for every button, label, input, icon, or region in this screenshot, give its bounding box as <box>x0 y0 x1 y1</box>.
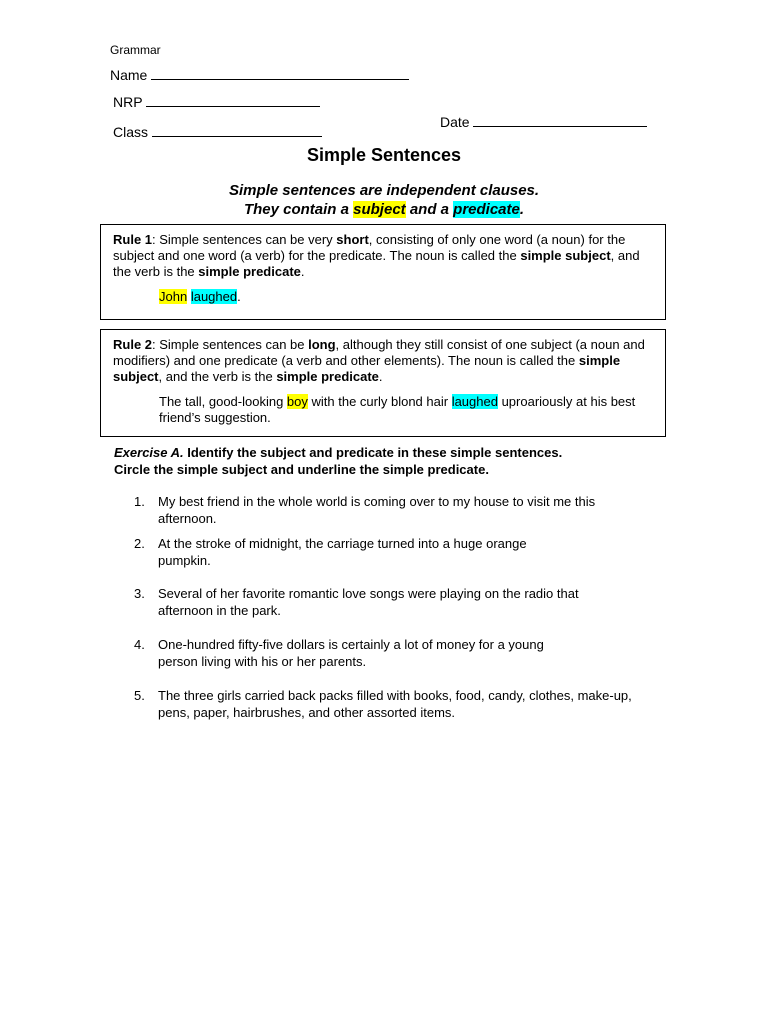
rule-2-example <box>159 394 653 426</box>
class-label: Class <box>113 124 149 140</box>
rule-2-t4: . <box>378 369 383 384</box>
item-number: 5. <box>134 688 145 703</box>
item-text: The three girls carried back packs filled with books, food, candy, clothes, make-up, pens, paper, hairbrushes, and other assorted items. <box>158 688 632 720</box>
list-item <box>134 636 654 670</box>
rule-1-t3: , and the verb is the <box>113 248 640 279</box>
rule-2-b3: simple predicate <box>276 369 379 384</box>
rule-1-t2: , consisting of only one word (a noun) for the subject and one word (a verb) for the predicate. The noun is called the <box>113 232 626 263</box>
item-number: 2. <box>134 536 145 551</box>
date-label: Date <box>440 114 470 130</box>
subject-label: Grammar <box>110 43 161 57</box>
rule-2-label: Rule 2 <box>113 337 153 352</box>
rule-2-b2: simple subject <box>113 353 621 384</box>
name-field[interactable] <box>110 65 409 83</box>
item-text: My best friend in the whole world is coming over to my house to visit me this afternoon. <box>158 494 596 526</box>
nrp-label: NRP <box>113 94 143 110</box>
rule-1-b1: short <box>336 232 369 247</box>
item-number: 3. <box>134 586 145 601</box>
exercise-instruction-1: Identify the subject and predicate in these simple sentences. <box>183 445 563 460</box>
item-number: 4. <box>134 637 145 652</box>
rule-1-example-subject: John <box>159 289 188 304</box>
rule-1-example <box>159 289 653 305</box>
date-line[interactable] <box>473 112 647 127</box>
nrp-field[interactable] <box>113 92 320 110</box>
rule-2-t2: , although they still consist of one subject (a noun and modifiers) and one predicate (a verb and other elements). The noun is called the <box>113 337 645 368</box>
rule-1-example-end: . <box>237 289 241 304</box>
rule-1-b2: simple subject <box>520 248 611 263</box>
exercise-label: Exercise A. <box>114 445 184 460</box>
class-field[interactable] <box>113 122 322 140</box>
rule-1-example-predicate: laughed <box>190 289 238 304</box>
exercise-instruction-2: Circle the simple subject and underline the simple predicate. <box>114 462 489 477</box>
rule-2-example-pre: The tall, good-looking <box>159 394 287 409</box>
rule-2-t3: , and the verb is the <box>158 369 277 384</box>
list-item <box>134 535 654 569</box>
list-item <box>134 585 654 619</box>
list-item <box>134 493 654 527</box>
rule-2-box <box>100 329 666 437</box>
name-line[interactable] <box>151 65 409 80</box>
predicate-highlight: predicate <box>453 201 520 218</box>
rule-2-example-end: uproariously at his best friend’s suggestion. <box>159 394 636 425</box>
nrp-line[interactable] <box>146 92 320 107</box>
item-text: One-hundred fifty-five dollars is certainly a lot of money for a young person living with his or her parents. <box>158 637 544 669</box>
intro-text-pre: They contain a <box>243 201 354 218</box>
intro-text-end: . <box>519 201 525 218</box>
intro-line-1: Simple sentences are independent clauses. <box>228 182 540 199</box>
item-text: At the stroke of midnight, the carriage turned into a huge orange pumpkin. <box>158 536 527 568</box>
rule-2-text <box>113 337 653 385</box>
page-title: Simple Sentences <box>306 145 462 165</box>
list-item <box>134 687 654 721</box>
exercise-heading <box>114 444 654 478</box>
rule-2-t1: : Simple sentences can be <box>152 337 309 352</box>
rule-1-box <box>100 224 666 320</box>
subject-highlight: subject <box>353 201 406 218</box>
rule-1-t4: . <box>300 264 305 279</box>
rule-1-label: Rule 1 <box>113 232 153 247</box>
item-text: Several of her favorite romantic love songs were playing on the radio that afternoon in the park. <box>158 586 579 618</box>
rule-2-example-subject: boy <box>286 394 308 409</box>
intro-text-mid: and a <box>405 201 454 218</box>
rule-2-b1: long <box>308 337 336 352</box>
class-line[interactable] <box>152 122 322 137</box>
rule-2-example-mid: with the curly blond hair <box>307 394 452 409</box>
rule-1-text <box>113 232 653 280</box>
date-field[interactable] <box>440 112 647 130</box>
rule-1-t1: : Simple sentences can be very <box>152 232 337 247</box>
item-number: 1. <box>134 494 145 509</box>
rule-1-b3: simple predicate <box>198 264 301 279</box>
intro-line-2 <box>0 201 768 218</box>
rule-2-example-predicate: laughed <box>451 394 498 409</box>
name-label: Name <box>110 67 148 83</box>
